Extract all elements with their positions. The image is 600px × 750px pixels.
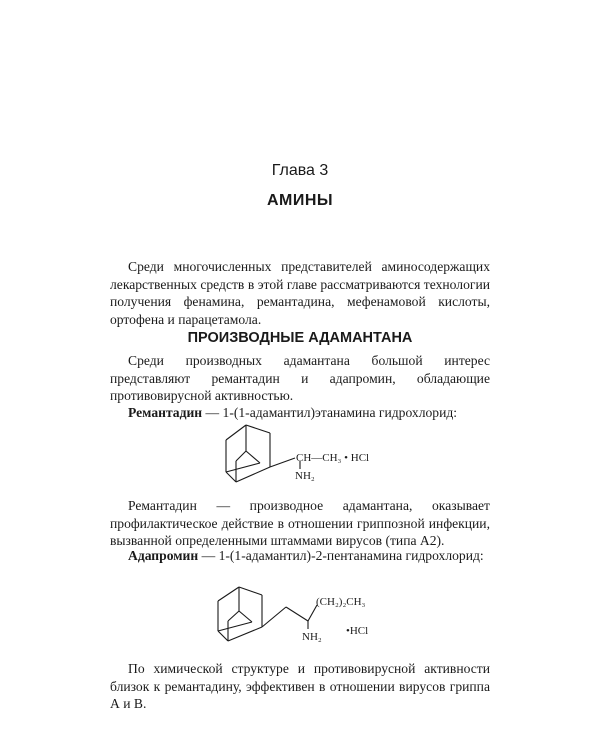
adapromine-structure (212, 583, 412, 649)
remantadine-term: Ремантадин (128, 405, 203, 420)
section-title: ПРОИЗВОДНЫЕ АДАМАНТАНА (187, 330, 413, 346)
adapromine-definition-text: — 1-(1-адамантил)-2-пентанамина гидрохлорид: (198, 548, 484, 563)
remantadine-structure (222, 421, 402, 491)
adapromine-salt-label: •HCl (346, 625, 369, 637)
adamantane-cage (226, 425, 300, 482)
adapromine-definition (110, 547, 490, 565)
remantadine-definition (110, 404, 490, 422)
adapromine-chain-label: (CH₂)₂CH₃ (316, 596, 366, 608)
remantadine-amine-label: NH₂ (295, 470, 315, 482)
remantadine-chain-label: CH—CH₃ • HCl (296, 452, 370, 464)
adapromine-term: Адапромин (128, 548, 199, 563)
chapter-label: Глава 3 (271, 162, 329, 179)
section-intro-paragraph: Среди производных адамантана большой интерес представляют ремантадин и адапромин, обладающие противовирусной активностью. (110, 353, 490, 404)
adapromine-description: По химической структуре и противовирусной активности близок к ремантадину, эффективен в отношении вирусов гриппа А и В. (110, 661, 490, 712)
adapromine-amine-label: NH₂ (302, 631, 322, 643)
remantadine-definition-text: — 1-(1-адамантил)этанамина гидрохлорид: (202, 405, 458, 420)
intro-paragraph: Среди многочисленных представителей аминосодержащих лекарственных средств в этой главе рассматриваются технологии получения фенамина, ремантадина, мефенамовой кислоты, ортофена и парацетамола. (110, 259, 490, 327)
chapter-title: АМИНЫ (266, 192, 334, 209)
remantadine-description: Ремантадин — производное адамантана, оказывает профилактическое действие в отношении гриппозной инфекции, вызванной определенными штаммами вирусов (типа А2). (110, 498, 490, 549)
